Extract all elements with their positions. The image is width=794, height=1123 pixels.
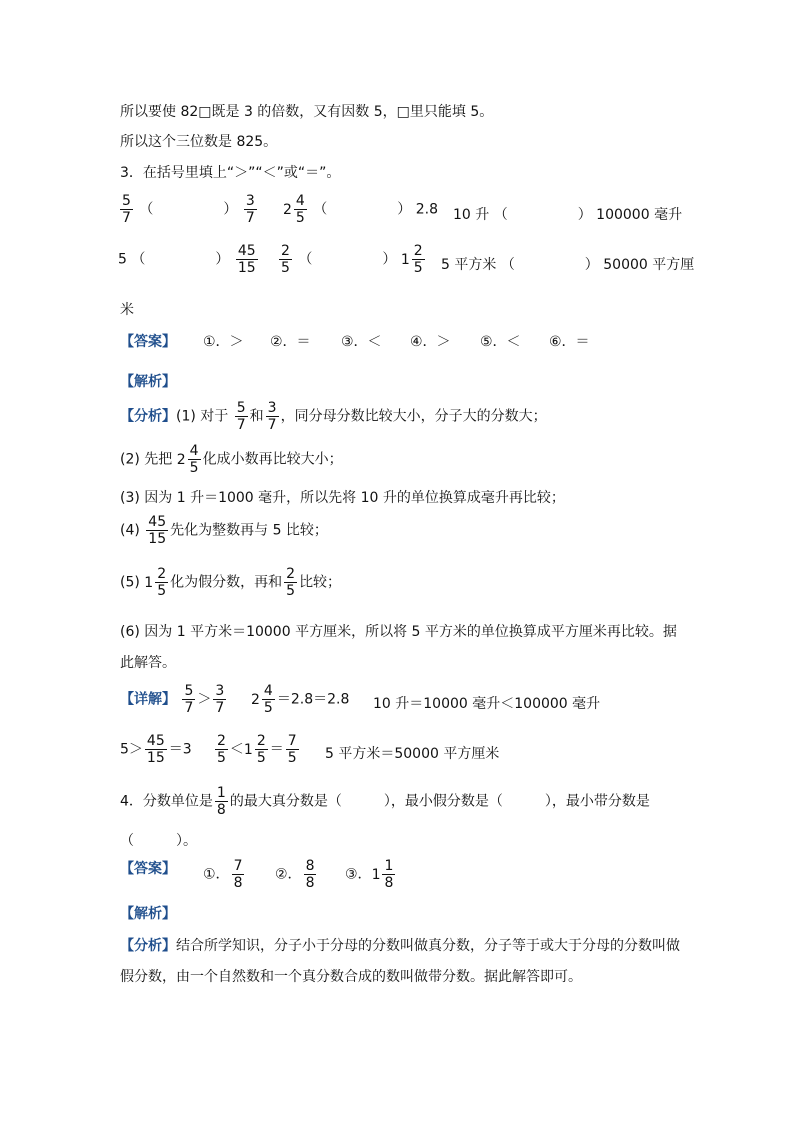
- blank-paren[interactable]: （ ）: [139, 201, 238, 218]
- fraction-5-7: $\frac{5}{7}$: [122, 193, 131, 226]
- answer-6: ⑥．＝: [549, 334, 590, 350]
- intro-line-2: 所以这个三位数是 825。: [120, 134, 278, 150]
- fenxi-6: (6) 因为 1 平方米＝10000 平方厘米，所以将 5 平方米的单位换算成平方厘米再比较。据: [120, 624, 677, 640]
- blank-paren[interactable]: （ ）: [298, 251, 397, 268]
- fenxi-6-cont: 此解答。: [120, 655, 176, 671]
- q3-row-2-c: 5 平方米 （ ） 50000 平方厘: [441, 257, 695, 273]
- fraction-3-7: $\frac{3}{7}$: [245, 193, 255, 226]
- answer-3: ③．＜: [341, 334, 382, 350]
- blank-paren[interactable]: （ ）: [500, 257, 599, 273]
- fenxi-4: (4) $\frac{45}{15}$ 先化为整数再与 5 比较；: [120, 514, 328, 547]
- analysis-label: 【解析】: [120, 374, 176, 390]
- answer-2: ②．＝: [270, 334, 311, 350]
- q3-title: 3．在括号里填上“＞”“＜”或“＝”。: [120, 165, 341, 181]
- detail-1-b: 2 $\frac{4}{5}$ ＝2.8＝2.8: [251, 683, 350, 716]
- q4-title-cont: （ ）。: [120, 833, 197, 849]
- answer-label: 【答案】: [120, 334, 176, 350]
- blank-paren[interactable]: （ ）: [131, 251, 230, 268]
- q3-row-1: [118, 193, 259, 226]
- blank-paren[interactable]: （ ）: [313, 201, 412, 218]
- fenxi-2: (2) 先把 2 $\frac{4}{5}$ 化成小数再比较大小；: [120, 443, 343, 476]
- answer-1: ①．＞: [203, 334, 244, 350]
- q3-answer: [120, 331, 176, 351]
- q4-fenxi-cont: 假分数，由一个自然数和一个真分数合成的数叫做带分数。据此解答即可。: [120, 969, 582, 985]
- answer-4: ④．＞: [410, 334, 451, 350]
- q4-title: 4．分数单位是 $\frac{1}{8}$ 的最大真分数是（ ），最小假分数是（ ），最小带分数是: [120, 785, 650, 818]
- q4-answer-3: ③．1 $\frac{1}{8}$: [345, 858, 394, 891]
- q4-answer-2: ②． $\frac{8}{8}$: [275, 858, 315, 891]
- detail-2: 5＞ $\frac{45}{15}$ ＝3: [120, 733, 192, 766]
- q4-analysis-label: 【解析】: [120, 906, 176, 922]
- fenxi-5: (5) 1 $\frac{2}{5}$ 化为假分数，再和 $\frac{2}{5}$ 比较；: [120, 566, 342, 599]
- fenxi-3: (3) 因为 1 升＝1000 毫升，所以先将 10 升的单位换算成毫升再比较；: [120, 490, 565, 506]
- q4-fenxi: 【分析】结合所学知识，分子小于分母的分数叫做真分数，分子等于或大于分母的分数叫做: [120, 938, 680, 954]
- q4-answer-1: ①． $\frac{7}{8}$: [203, 858, 243, 891]
- q3-row-2-wrap: 米: [120, 302, 134, 318]
- q3-row-2: 5 （ ） $\frac{45}{15}$: [118, 243, 256, 276]
- q3-row-2-b: $\frac{2}{5}$ （ ） 1 $\frac{2}{5}$: [281, 243, 423, 276]
- detail-2-b: $\frac{2}{5}$ ＜1 $\frac{2}{5}$ ＝ $\frac{7}{5}$: [217, 733, 297, 766]
- detail-1-c: 10 升＝10000 毫升＜100000 毫升: [373, 696, 601, 712]
- answer-5: ⑤．＜: [480, 334, 521, 350]
- intro-line-1: 所以要使 82□既是 3 的倍数，又有因数 5，□里只能填 5。: [120, 104, 494, 120]
- detail-1: 【详解】 $\frac{5}{7}$ ＞ $\frac{3}{7}$: [120, 683, 225, 716]
- q3-row-1-b: 2 $\frac{4}{5}$ （ ） 2.8: [283, 193, 439, 226]
- fenxi-1: 【分析】(1) 对于 $\frac{5}{7}$ 和 $\frac{3}{7}$ ，同分母分数比较大小，分子大的分数大；: [120, 400, 547, 433]
- q4-answer: 【答案】: [120, 861, 176, 877]
- detail-2-c: 5 平方米＝50000 平方厘米: [325, 746, 500, 762]
- blank-paren[interactable]: （ ）: [493, 207, 592, 223]
- q3-row-1-c: 10 升 （ ） 100000 毫升: [453, 207, 683, 223]
